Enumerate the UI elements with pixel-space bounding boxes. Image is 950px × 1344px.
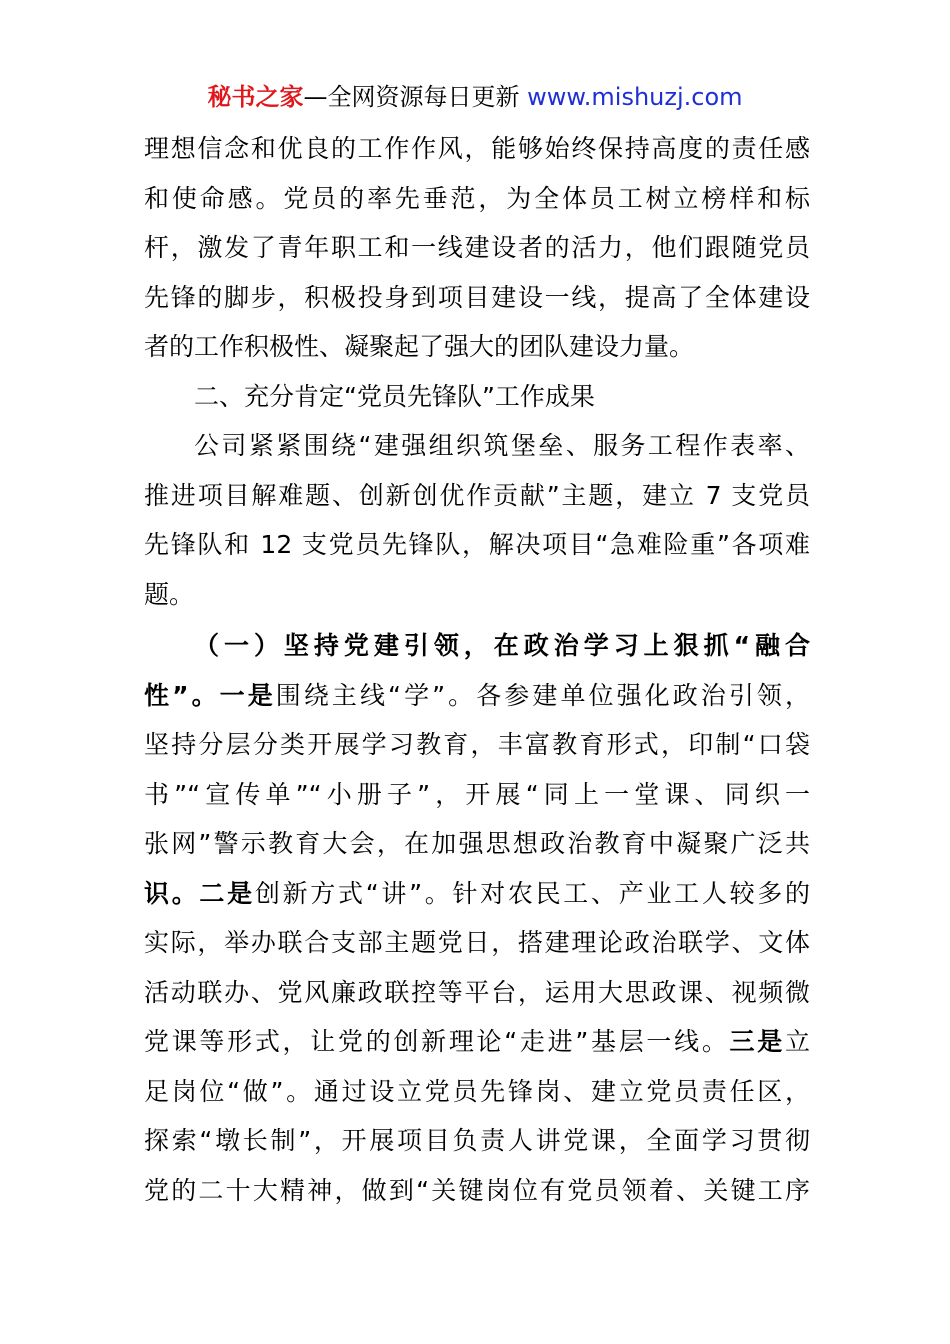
text-run: 张网”警示教育大会，在加强思想政治教育中凝聚广泛共 bbox=[144, 829, 810, 858]
text-line bbox=[144, 720, 810, 770]
text-run: 者的工作积极性、凝聚起了强大的团队建设力量。 bbox=[144, 332, 695, 361]
text-line bbox=[144, 471, 810, 521]
text-line bbox=[144, 770, 810, 820]
text-run: 实际，举办联合支部主题党日，搭建理论政治联学、文体 bbox=[144, 928, 810, 957]
brand-name: 秘书之家 bbox=[207, 83, 304, 111]
text-line bbox=[144, 819, 810, 869]
text-line bbox=[144, 570, 810, 620]
text-line bbox=[144, 671, 810, 721]
text-line bbox=[144, 1067, 810, 1117]
text-run: 先锋队和 12 支党员先锋队，解决项目“急难险重”各项难 bbox=[144, 530, 810, 559]
text-run: 党课等形式，让党的创新理论“走进”基层一线。 bbox=[144, 1027, 730, 1056]
text-run: 活动联办、党风廉政联控等平台，运用大思政课、视频微 bbox=[144, 977, 810, 1007]
text-run: 围绕主线“学”。各参建单位强化政治引领， bbox=[275, 680, 810, 710]
document-body bbox=[144, 124, 810, 1215]
text-run: 推进项目解难题、创新创优作贡献”主题，建立 7 支党员 bbox=[144, 480, 810, 510]
text-line bbox=[144, 520, 810, 570]
text-line bbox=[144, 869, 810, 919]
text-line bbox=[144, 372, 810, 422]
text-line bbox=[144, 1017, 810, 1067]
text-run: 二、充分肯定“党员先锋队”工作成果 bbox=[194, 381, 595, 411]
text-line bbox=[144, 1166, 810, 1216]
site-link[interactable]: www.mishuzj.com bbox=[527, 83, 743, 111]
text-run: 杆，激发了青年职工和一线建设者的活力，他们跟随党员 bbox=[144, 233, 810, 262]
text-line bbox=[144, 621, 810, 671]
page-header bbox=[0, 80, 950, 114]
bold-text: （一）坚持党建引领，在政治学习上狠抓“融合 bbox=[194, 631, 810, 660]
text-run: 书”“宣传单”“小册子”，开展“同上一堂课、同织一 bbox=[144, 779, 810, 809]
bold-text: 三是 bbox=[729, 1027, 785, 1056]
text-run: 理想信念和优良的工作作风，能够始终保持高度的责任感 bbox=[144, 134, 810, 163]
text-run: 和使命感。党员的率先垂范，为全体员工树立榜样和标 bbox=[144, 183, 810, 213]
header-slogan: —全网资源每日更新 bbox=[303, 83, 528, 111]
text-line bbox=[144, 918, 810, 968]
text-run: 党的二十大精神，做到“关键岗位有党员领着、关键工序 bbox=[144, 1175, 810, 1205]
text-line bbox=[144, 223, 810, 273]
text-line bbox=[144, 273, 810, 323]
text-run: 先锋的脚步，积极投身到项目建设一线，提高了全体建设 bbox=[144, 282, 810, 312]
bold-text: 性”。一是 bbox=[144, 680, 276, 710]
text-run: 足岗位“做”。通过设立党员先锋岗、建立党员责任区， bbox=[144, 1076, 810, 1106]
text-line bbox=[144, 322, 810, 372]
text-run: 坚持分层分类开展学习教育，丰富教育形式，印制“口袋 bbox=[144, 730, 810, 759]
text-run: 立 bbox=[784, 1027, 810, 1056]
text-run: 探索“墩长制”，开展项目负责人讲党课，全面学习贯彻 bbox=[144, 1126, 810, 1155]
text-line bbox=[144, 968, 810, 1018]
text-run: 公司紧紧围绕“建强组织筑堡垒、服务工程作表率、 bbox=[194, 431, 810, 460]
text-line bbox=[144, 1116, 810, 1166]
text-run: 题。 bbox=[144, 579, 195, 609]
text-run: 创新方式“讲”。针对农民工、产业工人较多的 bbox=[254, 878, 810, 908]
bold-text: 识。二是 bbox=[144, 878, 255, 908]
text-line bbox=[144, 124, 810, 174]
text-line bbox=[144, 174, 810, 224]
text-line bbox=[144, 421, 810, 471]
